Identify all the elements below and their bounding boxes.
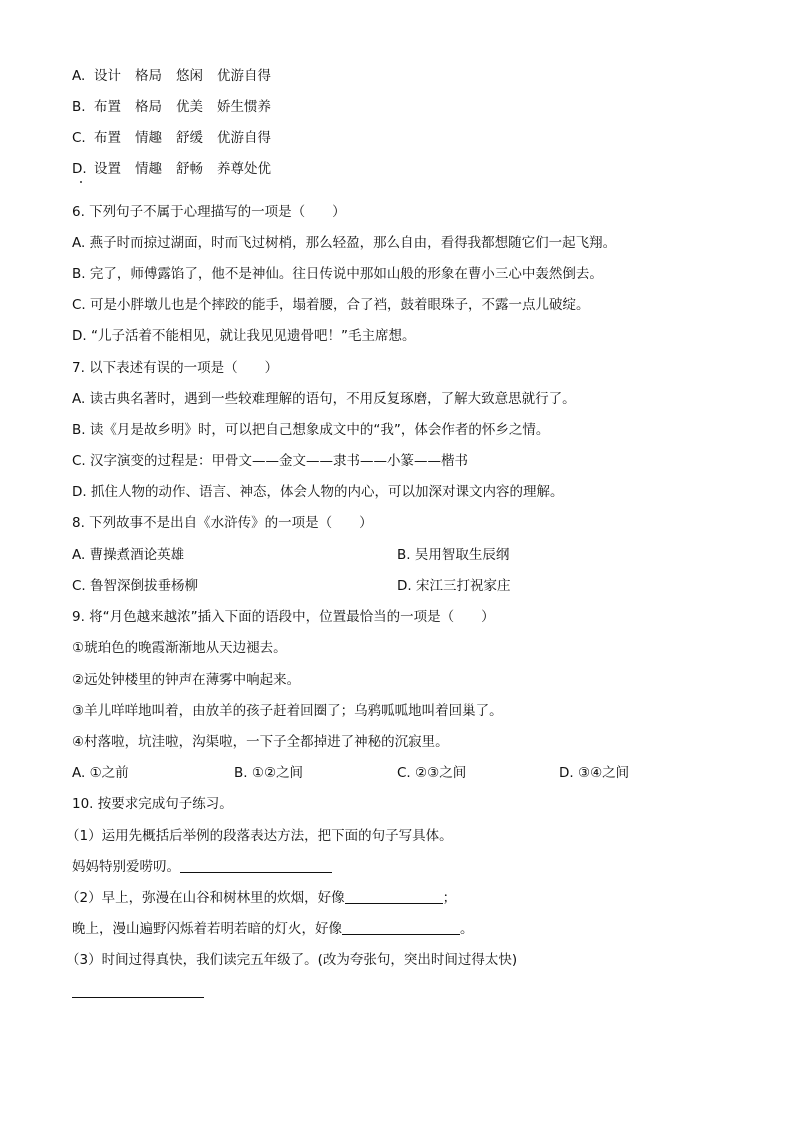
option-word: 优游自得 [217,130,271,146]
q5-option-d [72,159,285,179]
option-word: 布置 [94,130,121,146]
answer-blank[interactable] [342,920,460,935]
q10-part2-b-end: 。 [460,921,474,937]
option-word: 舒缓 [176,130,203,146]
q9-option-c: C. ②③之间 [397,765,467,781]
q10-stem: 10. 按要求完成句子练习。 [72,796,233,812]
option-word: 情趣 [135,161,162,177]
option-word: 格局 [135,99,162,115]
q8-option-b: B. 吴用智取生辰纲 [397,547,510,563]
option-word: 悠闲 [176,68,203,84]
q10-part2-line-a [66,888,456,908]
option-word: 格局 [135,68,162,84]
q9-line-3: ③羊儿咩咩地叫着，由放羊的孩子赶着回圈了；乌鸦呱呱地叫着回巢了。 [72,703,503,719]
q9-line-1: ①琥珀色的晚霞渐渐地从天边褪去。 [72,640,287,656]
q6-option-a: A. 燕子时而掠过湖面，时而飞过树梢，那么轻盈，那么自由，看得我都想随它们一起飞翔。 [72,235,617,251]
q7-option-d: D. 抓住人物的动作、语言、神态，体会人物的内心，可以加深对课文内容的理解。 [72,484,564,500]
answer-blank[interactable] [180,858,332,873]
q10-part1-sentence: 妈妈特别爱唠叨。 [72,859,180,875]
option-key: B. [72,99,86,115]
q10-part1: （1）运用先概括后举例的段落表达方法，把下面的句子写具体。 [66,828,453,844]
option-word: 养尊处优 [217,161,271,177]
option-word: 娇生惯养 [217,99,271,115]
q6-stem: 6. 下列句子不属于心理描写的一项是（ ） [72,204,346,220]
q7-option-c: C. 汉字演变的过程是：甲骨文——金文——隶书——小篆——楷书 [72,453,469,469]
option-word: 布置 [94,99,121,115]
q8-stem: 8. 下列故事不是出自《水浒传》的一项是（ ） [72,515,373,531]
q8-option-a: A. 曹操煮酒论英雄 [72,547,185,563]
q6-option-c: C. 可是小胖墩儿也是个摔跤的能手，塌着腰，合了裆，鼓着眼珠子，不露一点儿破绽。 [72,297,590,313]
q6-option-d: D. “儿子活着不能相见，就让我见见遗骨吧！”毛主席想。 [72,328,416,344]
option-key: C. [72,130,86,146]
q7-option-a: A. 读古典名著时，遇到一些较难理解的语句，不用反复琢磨，了解大致意思就行了。 [72,391,576,407]
q9-option-b: B. ①②之间 [234,765,304,781]
option-key: D. [72,161,87,177]
q9-stem: 9. 将“月色越来越浓”插入下面的语段中，位置最恰当的一项是（ ） [72,609,495,625]
q9-line-2: ②远处钟楼里的钟声在薄雾中响起来。 [72,672,301,688]
q9-line-4: ④村落啦，坑洼啦，沟渠啦，一下子全都掉进了神秘的沉寂里。 [72,734,449,750]
q10-part1-line [72,857,332,877]
q10-part2-line-b [72,919,474,939]
q10-part3-line [72,982,204,1002]
q7-stem: 7. 以下表述有误的一项是（ ） [72,360,279,376]
q5-option-a [72,66,285,86]
q10-part2-a-end: ； [442,890,457,906]
q6-option-b: B. 完了，师傅露馅了，他不是神仙。往日传说中那如山般的形象在曹小三心中轰然倒去。 [72,266,603,282]
option-word: 优游自得 [217,68,271,84]
answer-blank[interactable] [345,889,443,904]
q9-option-a: A. ①之前 [72,765,129,781]
q9-option-d: D. ③④之间 [559,765,630,781]
q5-option-b [72,97,285,117]
q5-option-c [72,128,285,148]
q8-option-c: C. 鲁智深倒拔垂杨柳 [72,578,199,594]
q8-option-d: D. 宋江三打祝家庄 [397,578,511,594]
option-word: 舒畅 [176,161,203,177]
option-key: A. [72,68,86,84]
q10-part2-a-text: （2）早上，弥漫在山谷和树林里的炊烟，好像 [66,890,345,906]
answer-blank[interactable] [72,983,204,998]
option-word: 情趣 [135,130,162,146]
q10-part2-b-text: 晚上，漫山遍野闪烁着若明若暗的灯火，好像 [72,921,342,937]
option-word: 设置 [94,161,121,177]
q7-option-b: B. 读《月是故乡明》时，可以把自己想象成文中的“我”，体会作者的怀乡之情。 [72,422,550,438]
option-word: 优美 [176,99,203,115]
q10-part3: （3）时间过得真快，我们读完五年级了。(改为夸张句，突出时间过得太快) [66,952,518,968]
option-word: 设计 [94,68,121,84]
stray-dot [80,181,82,183]
